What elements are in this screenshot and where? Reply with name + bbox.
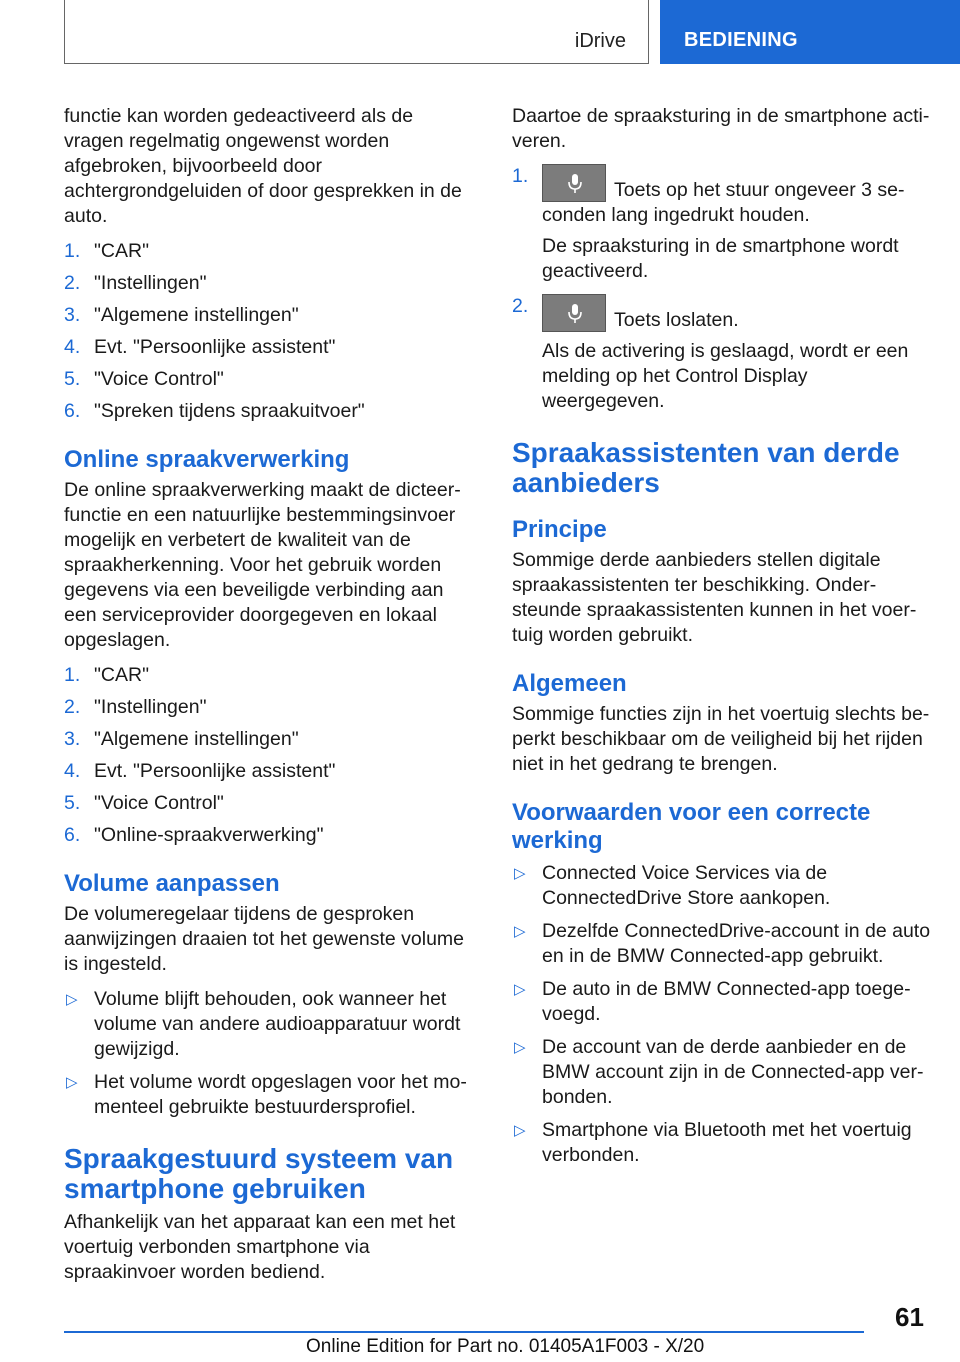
footer-rule — [64, 1331, 864, 1333]
numbered-step — [64, 727, 478, 752]
activation-steps-list — [512, 164, 932, 414]
bullet-item — [512, 977, 932, 1027]
heading-spraakassistenten: Spraakassistenten van derde aanbieders — [512, 437, 900, 498]
item-text: Smartphone via Bluetooth met het voertuig verbonden. — [542, 1119, 912, 1166]
item-text: Het volume wordt opgeslagen voor het momenteel gebruikte bestuurdersprofiel. — [94, 1071, 467, 1118]
step-number: 4. — [64, 336, 81, 358]
step-number: 6. — [64, 824, 81, 846]
step-number: 1. — [64, 664, 81, 686]
step-number: 4. — [64, 760, 81, 782]
footer-edition: Online Edition for Part no. 01405A1F003 - X/20 — [306, 1336, 705, 1357]
volume-paragraph: De volumeregelaar tijdens de gesproken aanwijzingen draaien tot het gewenste volume is ingesteld. — [64, 903, 465, 975]
step-number: 3. — [64, 304, 81, 326]
step-number: 1. — [512, 165, 529, 187]
intro-paragraph: functie kan worden gedeactiveerd als de vragen regelmatig ongewenst worden afgebroken, bijvoorbeeld door achtergrondgeluiden of door gesprekken in de auto. — [64, 105, 462, 227]
step-number: 2. — [512, 295, 529, 317]
item-text: Connected Voice Services via de ConnectedDrive Store aankopen. — [542, 862, 831, 909]
numbered-step — [64, 823, 478, 848]
step-text: Toets loslaten. — [614, 309, 739, 331]
numbered-step — [64, 695, 478, 720]
right-column — [512, 104, 932, 1178]
numbered-step — [64, 303, 478, 328]
item-text: "Spreken tijdens spraakuitvoer" — [94, 400, 365, 422]
bullet-item — [64, 987, 478, 1062]
item-text: Evt. "Persoonlijke assistent" — [94, 336, 336, 358]
bullet-item — [512, 1035, 932, 1110]
triangle-bullet-icon: ▷ — [514, 1122, 526, 1139]
heading-volume-aanpassen: Volume aanpassen — [64, 870, 280, 897]
item-text: Dezelfde ConnectedDrive-account in de auto en in de BMW Connected-app gebruikt. — [542, 920, 931, 967]
bullet-item — [512, 861, 932, 911]
bullet-item — [512, 1118, 932, 1168]
triangle-bullet-icon: ▷ — [514, 981, 526, 998]
item-text: "Instellingen" — [94, 696, 207, 718]
heading-online-spraakverwerking: Online spraakverwerking — [64, 446, 350, 473]
voice-microphone-icon — [542, 294, 606, 332]
numbered-step — [64, 759, 478, 784]
step-number: 2. — [64, 272, 81, 294]
step-result: De spraaksturing in de smartphone wordt geactiveerd. — [542, 235, 899, 282]
online-steps-list — [64, 663, 478, 848]
item-text: "Algemene instellingen" — [94, 728, 299, 750]
step-result: Als de activering is geslaagd, wordt er een melding op het Control Display weergegeven. — [542, 340, 909, 412]
triangle-bullet-icon: ▷ — [514, 1039, 526, 1056]
activation-intro: Daartoe de spraaksturing in de smartphone activeren. — [512, 105, 930, 152]
principe-paragraph: Sommige derde aanbieders stellen digitale spraakassistenten ter beschikking. Ondersteunde spraakassistenten kunnen in het voertuig worden gebruikt. — [512, 549, 917, 646]
activation-step — [512, 164, 932, 284]
step-number: 5. — [64, 368, 81, 390]
header-section: iDrive — [574, 30, 626, 52]
item-text: "Instellingen" — [94, 272, 207, 294]
triangle-bullet-icon: ▷ — [514, 923, 526, 940]
item-text: De account van de derde aanbieder en de BMW account zijn in de Connected-app verbonden. — [542, 1036, 924, 1108]
step-number: 2. — [64, 696, 81, 718]
numbered-step — [64, 791, 478, 816]
triangle-bullet-icon: ▷ — [66, 991, 78, 1008]
heading-voorwaarden: Voorwaarden voor een correcte werking — [512, 799, 871, 854]
heading-principe: Principe — [512, 516, 607, 543]
item-text: "Voice Control" — [94, 792, 224, 814]
numbered-step — [64, 663, 478, 688]
item-text: De auto in de BMW Connected-app toegevoegd. — [542, 978, 911, 1025]
numbered-step — [64, 239, 478, 264]
voice-microphone-icon — [542, 164, 606, 202]
item-text: Volume blijft behouden, ook wanneer het volume van andere audioapparatuur wordt gewijzigd. — [94, 988, 461, 1060]
bullet-item — [512, 919, 932, 969]
requirements-bullet-list — [512, 861, 932, 1168]
triangle-bullet-icon: ▷ — [66, 1074, 78, 1091]
item-text: "Voice Control" — [94, 368, 224, 390]
step-number: 6. — [64, 400, 81, 422]
step-number: 3. — [64, 728, 81, 750]
item-text: "Algemene instellingen" — [94, 304, 299, 326]
item-text: "Online-spraakverwerking" — [94, 824, 324, 846]
bullet-item — [64, 1070, 478, 1120]
numbered-step — [64, 271, 478, 296]
algemeen-paragraph: Sommige functies zijn in het voertuig slechts beperkt beschikbaar om de veiligheid bij het rijden niet in het gedrang te brengen. — [512, 703, 930, 775]
left-column — [64, 104, 478, 1295]
header-chapter: BEDIENING — [660, 0, 960, 64]
page-number: 61 — [895, 1302, 924, 1332]
item-text: "CAR" — [94, 664, 150, 686]
online-paragraph: De online spraakverwerking maakt de dicteerfunctie en een natuurlijke bestemmingsinvoer mogelijk en verbetert de kwaliteit van de spraakherkenning. Voor het gebruik worden gegevens via een beveiligde verbinding aan een serviceprovider doorgegeven en lokaal opgeslagen. — [64, 479, 461, 651]
volume-bullet-list — [64, 987, 478, 1120]
item-text: "CAR" — [94, 240, 150, 262]
item-text: Evt. "Persoonlijke assistent" — [94, 760, 336, 782]
activation-step — [512, 294, 932, 414]
header-frame — [64, 0, 649, 64]
heading-algemeen: Algemeen — [512, 670, 627, 697]
triangle-bullet-icon: ▷ — [514, 865, 526, 882]
numbered-step — [64, 335, 478, 360]
step-number: 1. — [64, 240, 81, 262]
smartphone-paragraph: Afhankelijk van het apparaat kan een met het voertuig verbonden smartphone via spraakinvoer worden bediend. — [64, 1211, 456, 1283]
numbered-step — [64, 367, 478, 392]
heading-spraakgestuurd-systeem: Spraakgestuurd systeem van smartphone gebruiken — [64, 1143, 454, 1204]
settings-steps-list — [64, 239, 478, 424]
numbered-step — [64, 399, 478, 424]
step-number: 5. — [64, 792, 81, 814]
step-text: Toets op het stuur ongeveer 3 seconden lang ingedrukt houden. — [542, 179, 905, 226]
